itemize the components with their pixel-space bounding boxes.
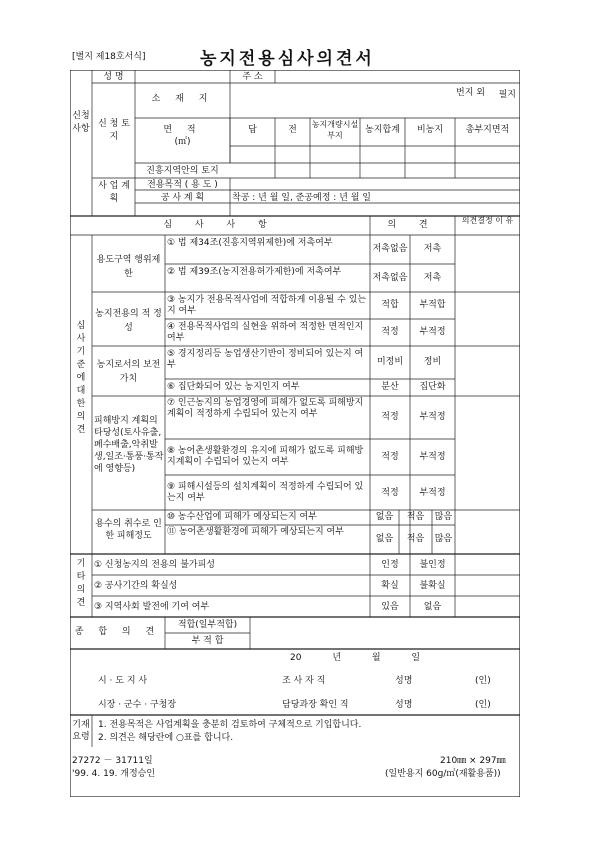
other-opinion-3a[interactable]: 있음 xyxy=(381,602,399,612)
review-item-8: ⑧ 농어촌생활환경의 유지에 피해가 없도록 피해방지계획이 수립되어 있는지 여부 xyxy=(167,446,364,467)
opinion-8a[interactable]: 적정 xyxy=(381,452,399,462)
opinion-4b[interactable]: 부적정 xyxy=(419,327,446,337)
review-item-1: ① 법 제34조(진흥지역위제한)에 저촉여부 xyxy=(167,238,333,248)
opinion-10b[interactable]: 많음 xyxy=(434,512,453,522)
footer-paper: (일반용지 60g/㎡(재활용품)) xyxy=(385,769,501,779)
note-2: 2. 의견은 해당란에 ○표를 합니다. xyxy=(98,733,234,743)
note-1: 1. 전용목적은 사업계획을 충분히 검토하여 구체적으로 기입합니다. xyxy=(98,720,362,730)
review-side-label: 심사기준에 대한 의견 xyxy=(76,321,86,435)
opinion-1a[interactable]: 저촉없음 xyxy=(372,244,408,254)
cat-damage-plan: 피해방지 계획의 타당성(토사유출,폐수배출,악취발생,일조·통풍·통작에 영향등) xyxy=(94,416,164,474)
sign-reviewer: 조 사 자 직 xyxy=(282,676,326,686)
opinion-5b[interactable]: 정비 xyxy=(423,357,442,367)
col-total-area: 총부지면적 xyxy=(465,125,510,135)
opinion-10m[interactable]: 적음 xyxy=(406,512,425,522)
address-label: 주 소 xyxy=(242,72,263,82)
review-items-header: 심 사 사 항 xyxy=(163,220,277,230)
other-opinion-1a[interactable]: 인정 xyxy=(381,560,399,570)
col-improvement: 농지개량시설부지 xyxy=(311,120,359,140)
name-label: 성 명 xyxy=(103,72,124,82)
land-group-label: 신 청 토 지 xyxy=(98,119,130,142)
opinion-11b[interactable]: 많음 xyxy=(434,534,453,544)
opinion-3b[interactable]: 부적합 xyxy=(419,300,446,310)
review-item-7: ⑦ 인근농지의 농업경영에 피해가 없도록 피해방지계획이 적정하게 수립되어 있는지 여부 xyxy=(167,398,364,419)
plan-label: 공 사 계 획 xyxy=(160,193,205,203)
review-item-6: ⑥ 집단화되어 있는 농지인지 여부 xyxy=(167,382,300,392)
review-item-4: ④ 전용목적사업의 실현을 위하여 적정한 면적인지 여부 xyxy=(167,322,364,343)
overall-label: 종 합 의 견 xyxy=(74,627,161,637)
cat-suitability: 농지전용의 적 정 성 xyxy=(95,309,162,333)
opinion-3a[interactable]: 적합 xyxy=(381,300,399,310)
cat-water: 용수의 취수로 인한 피해정도 xyxy=(95,519,162,541)
col-paddy: 답 xyxy=(248,125,257,135)
review-item-5: ⑤ 경지정리등 농업생산기반이 정비되어 있는지 여부 xyxy=(167,349,364,370)
footer-approved: '99. 4. 19. 개정승인 xyxy=(72,769,156,779)
reason-header: 의견결정 이 유 xyxy=(461,216,514,225)
review-form xyxy=(70,70,520,797)
footer-code: 27272 － 31711일 xyxy=(72,756,153,766)
cat-zone: 용도구역 행위제한 xyxy=(96,255,161,279)
sign-local: 시장 · 군수 · 구청장 xyxy=(98,700,177,710)
other-item-3: ③ 지역사회 발전에 기여 여부 xyxy=(94,602,210,612)
sign-date: 20 년 월 일 xyxy=(290,653,421,663)
promo-land-label: 진흥지역안의 토지 xyxy=(146,166,219,176)
review-item-3: ③ 농지가 전용목적사업에 적합하게 이용될 수 있는지 여부 xyxy=(167,295,367,316)
cat-preservation: 농지로서의 보전가치 xyxy=(96,360,161,384)
purpose-label: 전용목적 ( 용 도 ) xyxy=(147,180,218,190)
review-item-9: ⑨ 피해시설등의 설치계획이 적정하게 수립되어 있는지 여부 xyxy=(167,482,364,503)
opinion-6a[interactable]: 분산 xyxy=(381,382,399,392)
bunji-label: 번지 외 xyxy=(456,88,485,98)
form-number: [별지 제18호서식] xyxy=(72,52,146,62)
opinion-6b[interactable]: 집단화 xyxy=(419,382,446,392)
opinion-8b[interactable]: 부적정 xyxy=(419,452,446,462)
opinion-2a[interactable]: 저촉없음 xyxy=(372,273,408,283)
applicant-section-label: 신청사항 xyxy=(72,111,90,134)
sign-name2: 성명 xyxy=(395,700,413,710)
opinion-5a[interactable]: 미정비 xyxy=(376,357,404,367)
overall-suitable[interactable]: 적합(일부적합) xyxy=(177,620,238,630)
review-item-11: ⑪ 농어촌생활환경에 피해가 예상되는지 여부 xyxy=(167,527,344,537)
pil-label: 필지 xyxy=(498,90,516,100)
sign-office: 시 · 도 지 사 xyxy=(98,676,148,686)
opinion-2b[interactable]: 저촉 xyxy=(423,273,442,283)
sign-seal1: (인) xyxy=(475,676,491,686)
opinion-9a[interactable]: 적정 xyxy=(381,488,399,498)
area-label: 면 적 xyxy=(163,125,202,135)
footer-size: 210㎜ × 297㎜ xyxy=(440,756,506,766)
opinion-1b[interactable]: 저촉 xyxy=(423,244,442,254)
other-opinion-2a[interactable]: 확실 xyxy=(381,581,399,591)
other-side-label: 기타의견 xyxy=(76,559,86,608)
other-item-2: ② 공사기간의 확실성 xyxy=(94,581,178,591)
opinion-10a[interactable]: 없음 xyxy=(375,512,394,522)
opinion-11a[interactable]: 없음 xyxy=(375,534,394,544)
schedule-text: 착공 : 년 월 일, 준공예정 : 년 월 일 xyxy=(232,193,372,203)
opinion-7a[interactable]: 적정 xyxy=(381,412,399,422)
other-opinion-3b[interactable]: 없음 xyxy=(423,602,442,612)
project-group-label: 사 업 계 획 xyxy=(98,181,130,204)
overall-unsuitable[interactable]: 부 적 합 xyxy=(191,636,224,646)
notes-label: 기재요령 xyxy=(72,720,90,742)
opinion-7b[interactable]: 부적정 xyxy=(419,412,446,422)
opinion-4a[interactable]: 적정 xyxy=(381,327,399,337)
area-unit: (㎡) xyxy=(174,137,191,147)
review-item-10: ⑩ 농수산업에 피해가 예상되는지 여부 xyxy=(167,512,317,522)
review-item-2: ② 법 제39조(농지전용허가제한)에 저촉여부 xyxy=(167,267,342,277)
other-opinion-1b[interactable]: 불인정 xyxy=(419,560,446,570)
col-field: 전 xyxy=(288,125,297,135)
col-nonfarm: 비농지 xyxy=(416,125,444,135)
sign-officer: 담당과장 확인 직 xyxy=(282,700,349,710)
page-title: 농지전용심사의견서 xyxy=(200,49,375,69)
opinion-header: 의 견 xyxy=(387,220,438,230)
sign-name1: 성명 xyxy=(395,676,413,686)
sign-seal2: (인) xyxy=(475,700,491,710)
location-label: 소 재 지 xyxy=(151,94,214,104)
opinion-11m[interactable]: 적음 xyxy=(406,534,425,544)
opinion-9b[interactable]: 부적정 xyxy=(419,488,446,498)
other-item-1: ① 신청농지의 전용의 불가피성 xyxy=(94,560,215,570)
col-farm-total: 농지합계 xyxy=(365,125,400,135)
other-opinion-2b[interactable]: 불확실 xyxy=(419,581,446,591)
